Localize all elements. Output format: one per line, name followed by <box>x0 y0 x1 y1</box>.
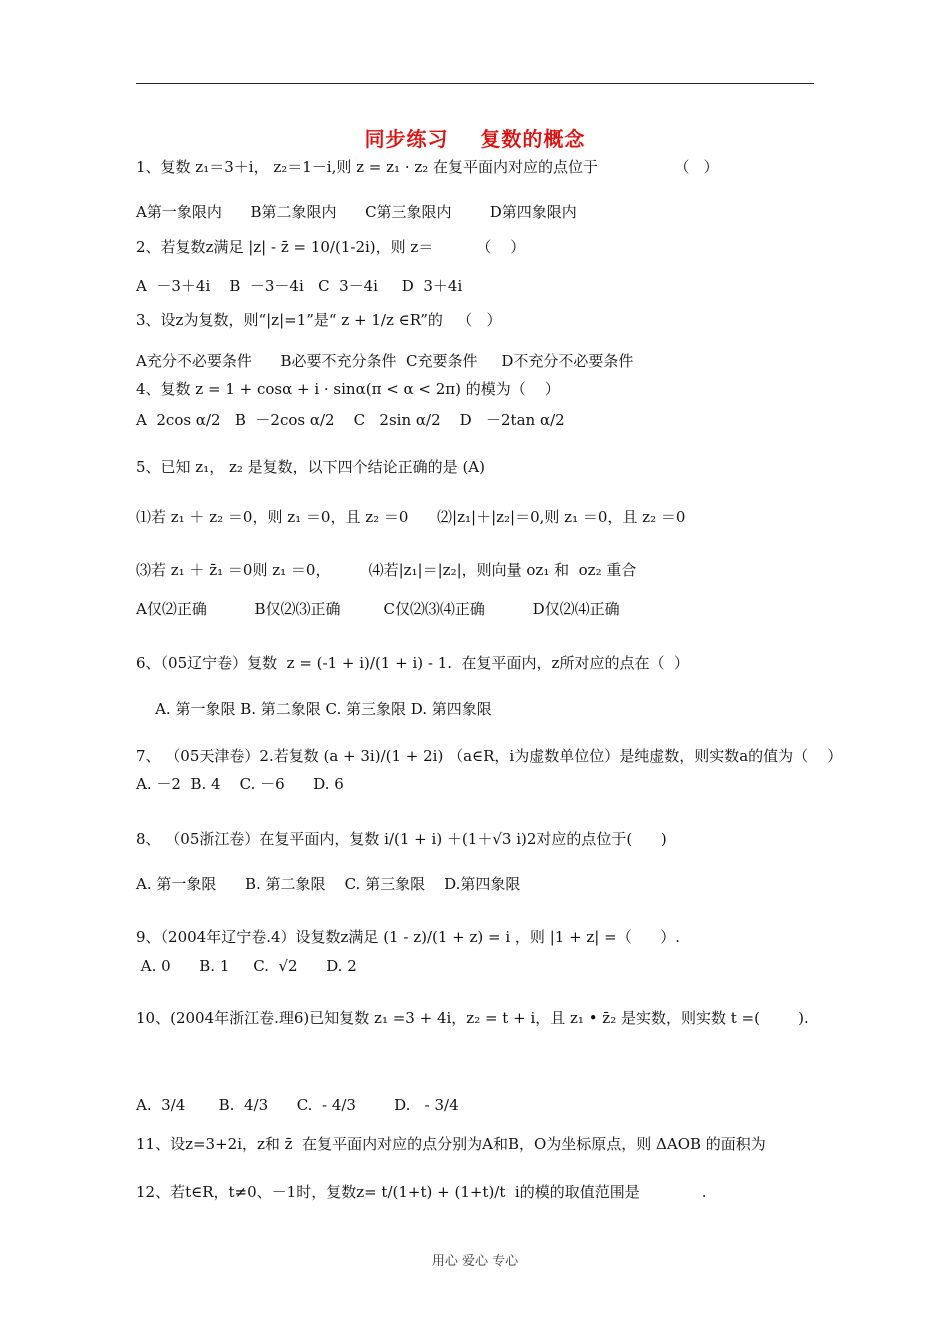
q8-stem: 8、 （05浙江卷）在复平面内，复数 i/(1 + i) ＋(1＋√3 i)2对应的点位于( ) <box>136 830 667 848</box>
page-title: 同步练习 复数的概念 <box>364 127 586 151</box>
q3-options: A充分不必要条件 B必要不充分条件 C充要条件 D不充分不必要条件 <box>136 352 634 370</box>
header-rule <box>136 83 814 84</box>
q10-options: A. 3/4 B. 4/3 C. - 4/3 D. - 3/4 <box>136 1096 459 1114</box>
q4-options: A 2cos α/2 B －2cos α/2 C 2sin α/2 D －2tan α/2 <box>136 411 565 429</box>
q2-options: A －3＋4i B －3－4i C 3－4i D 3＋4i <box>136 277 463 295</box>
page-footer: 用心 爱心 专心 <box>431 1254 519 1269</box>
q11-stem: 11、设z=3+2i，z和 z̄ 在复平面内对应的点分别为A和B，O为坐标原点，则 ΔAOB 的面积为 <box>136 1135 766 1153</box>
q5-options: A仅⑵正确 B仅⑵⑶正确 C仅⑵⑶⑷正确 D仅⑵⑷正确 <box>136 600 620 618</box>
q7-options: A. －2 B. 4 C. －6 D. 6 <box>136 775 344 793</box>
q2-stem: 2、若复数z满足 |z| - z̄ = 10/(1-2i)，则 z＝ （ ） <box>136 238 526 256</box>
q7-stem: 7、 （05天津卷）2.若复数 (a + 3i)/(1 + 2i) （a∈R，i为虚数单位位）是纯虚数，则实数a的值为（ ） <box>136 747 843 765</box>
q12-stem: 12、若t∈R，t≠0、－1时，复数z= t/(1+t) + (1+t)/t i的模的取值范围是 . <box>136 1183 707 1201</box>
q3-stem: 3、设z为复数，则“|z|=1”是“ z + 1/z ∈R”的 （ ） <box>136 311 502 329</box>
q9-stem: 9、（2004年辽宁卷.4）设复数z满足 (1 - z)/(1 + z) = i ，则 |1 + z| =（ ）. <box>136 928 681 946</box>
q1-stem: 1、复数 z₁＝3＋i， z₂＝1－i,则 z = z₁ · z₂ 在复平面内对应的点位于 （ ） <box>136 158 719 176</box>
q6-options: A. 第一象限 B. 第二象限 C. 第三象限 D. 第四象限 <box>136 700 492 718</box>
q5-statements-3-4: ⑶若 z₁ ＋ z̄₁ ＝0则 z₁ ＝0， ⑷若|z₁|＝|z₂|，则向量 oz₁ 和 oz₂ 重合 <box>136 561 637 579</box>
q4-stem: 4、复数 z = 1 + cosα + i · sinα(π < α < 2π) 的模为（ ） <box>136 380 560 398</box>
q8-options: A. 第一象限 B. 第二象限 C. 第三象限 D.第四象限 <box>136 875 521 893</box>
q1-options: A第一象限内 B第二象限内 C第三象限内 D第四象限内 <box>136 203 577 221</box>
q9-options: A. 0 B. 1 C. √2 D. 2 <box>136 957 357 975</box>
q5-statements-1-2: ⑴若 z₁ ＋ z₂ ＝0，则 z₁ ＝0，且 z₂ ＝0 ⑵|z₁|＋|z₂|＝0,则 z₁ ＝0，且 z₂ ＝0 <box>136 508 686 526</box>
q10-stem: 10、(2004年浙江卷.理6)已知复数 z₁ =3 + 4i，z₂ = t + i，且 z₁ • z̄₂ 是实数，则实数 t =( ). <box>136 1009 809 1027</box>
q5-stem: 5、已知 z₁， z₂ 是复数，以下四个结论正确的是 (A) <box>136 458 485 476</box>
q6-stem: 6、（05辽宁卷）复数 z = (-1 + i)/(1 + i) - 1. 在复平面内，z所对应的点在（ ） <box>136 654 689 672</box>
